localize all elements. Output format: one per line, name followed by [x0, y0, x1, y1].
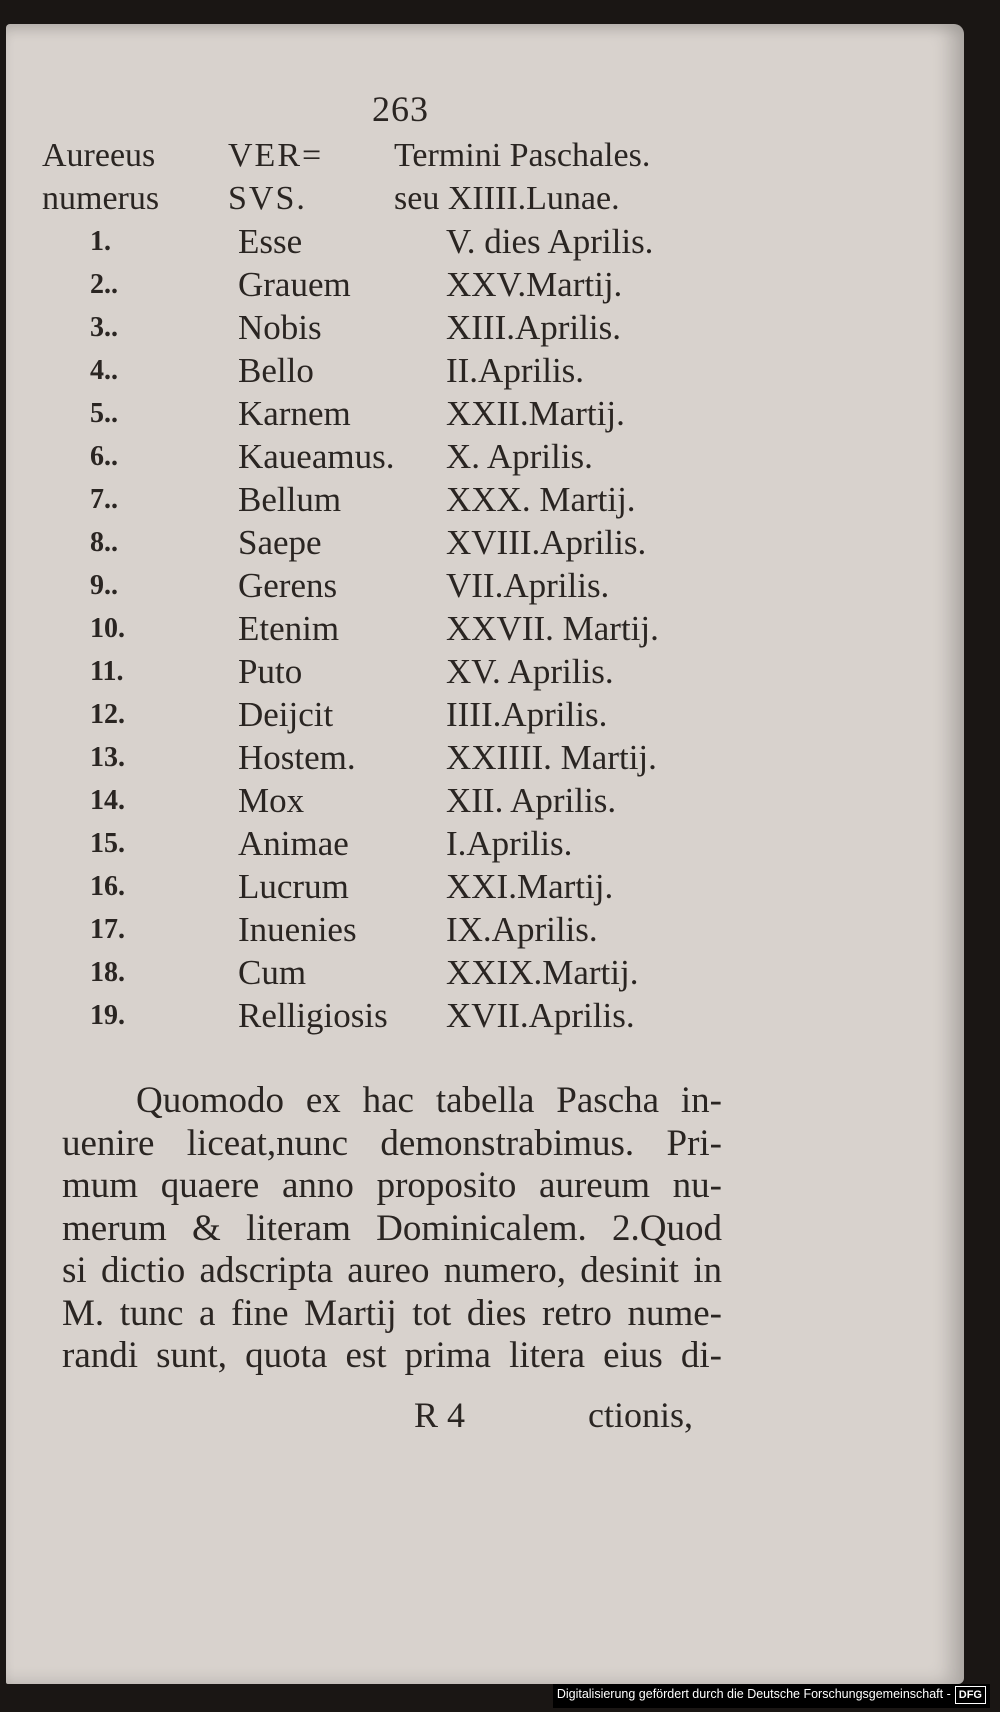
table-row — [42, 263, 742, 306]
golden-number: 5.. — [90, 398, 118, 429]
table-row — [42, 607, 742, 650]
table-header-row-1 — [42, 134, 742, 177]
dfg-logo-icon: DFG — [955, 1686, 986, 1704]
golden-number: 10. — [90, 613, 125, 644]
table-row — [42, 865, 742, 908]
verse-word: Grauem — [238, 265, 351, 304]
verse-word: Inuenies — [238, 910, 357, 949]
verse-word: Mox — [238, 781, 305, 820]
table-row — [42, 693, 742, 736]
table-row — [42, 349, 742, 392]
verse-word: Kaueamus. — [238, 437, 395, 476]
golden-number: 12. — [90, 699, 125, 730]
paschal-term: XXIX.Martij. — [446, 953, 639, 992]
paragraph-line: si dictio adscripta aureo numero, desinit in — [62, 1250, 722, 1291]
paschal-term: XII. Aprilis. — [446, 781, 617, 820]
paschal-term: IX.Aprilis. — [446, 910, 598, 949]
table-row — [42, 951, 742, 994]
verse-word: Karnem — [238, 394, 351, 433]
paragraph-line: Quomodo ex hac tabella Pascha in- — [136, 1080, 722, 1121]
verse-word: Etenim — [238, 609, 340, 648]
header-verse-2: SVS. — [228, 180, 307, 217]
verse-word: Nobis — [238, 308, 322, 347]
paschal-term: XIII.Aprilis. — [446, 308, 621, 347]
golden-number: 16. — [90, 871, 125, 902]
golden-number: 11. — [90, 656, 124, 687]
verse-word: Bellum — [238, 480, 342, 519]
golden-number: 19. — [90, 1000, 125, 1031]
body-paragraph — [62, 1080, 722, 1378]
paschal-term: XVIII.Aprilis. — [446, 523, 647, 562]
table-row — [42, 822, 742, 865]
header-golden-number-1: Aureeus — [42, 137, 156, 174]
verse-word: Relligiosis — [238, 996, 388, 1035]
catchword: ctionis, — [588, 1395, 693, 1435]
paschal-term: XXII.Martij. — [446, 394, 625, 433]
paragraph-line: randi sunt, quota est prima litera eius di- — [62, 1335, 722, 1376]
paschal-term: V. dies Aprilis. — [446, 222, 654, 261]
paschal-term: X. Aprilis. — [446, 437, 593, 476]
table-row — [42, 392, 742, 435]
paschal-term: XXIIII. Martij. — [446, 738, 657, 777]
header-paschal-terms-1: Termini Paschales. — [394, 137, 651, 174]
golden-number: 4.. — [90, 355, 118, 386]
golden-number: 15. — [90, 828, 125, 859]
table-row — [42, 908, 742, 951]
table-row — [42, 521, 742, 564]
golden-number: 13. — [90, 742, 125, 773]
paschal-term: XXX. Martij. — [446, 480, 636, 519]
golden-number: 3.. — [90, 312, 118, 343]
table-row — [42, 650, 742, 693]
golden-number: 7.. — [90, 484, 118, 515]
digitization-footer — [553, 1684, 990, 1708]
golden-number: 9.. — [90, 570, 118, 601]
paragraph-line: merum & literam Dominicalem. 2.Quod — [62, 1207, 722, 1249]
footer-text: Digitalisierung gefördert durch die Deutsche Forschungsgemeinschaft - — [556, 1687, 951, 1701]
golden-number: 6.. — [90, 441, 118, 472]
table-row — [42, 736, 742, 779]
verse-word: Hostem. — [238, 738, 356, 777]
golden-number: 18. — [90, 957, 125, 988]
golden-number: 14. — [90, 785, 125, 816]
verse-word: Animae — [238, 824, 349, 863]
table-row — [42, 435, 742, 478]
header-paschal-terms-2: seu XIIII.Lunae. — [394, 180, 620, 217]
paragraph-line: mum quaere anno proposito aureum nu- — [62, 1165, 722, 1206]
table-row — [42, 306, 742, 349]
golden-number: 1. — [90, 226, 111, 257]
verse-word: Saepe — [238, 523, 322, 562]
book-page — [6, 24, 964, 1684]
page-number: 263 — [372, 89, 429, 129]
verse-word: Esse — [238, 222, 303, 261]
signature-mark: R 4 — [414, 1395, 466, 1435]
verse-word: Bello — [238, 351, 314, 390]
table-header-row-2 — [42, 177, 742, 220]
easter-terms-table — [42, 134, 742, 1037]
verse-word: Gerens — [238, 566, 338, 605]
table-row — [42, 994, 742, 1037]
header-golden-number-2: numerus — [42, 180, 160, 217]
table-row — [42, 564, 742, 607]
verse-word: Puto — [238, 652, 303, 691]
paschal-term: II.Aprilis. — [446, 351, 585, 390]
paragraph-line: uenire liceat,nunc demonstrabimus. Pri- — [62, 1122, 722, 1164]
paschal-term: VII.Aprilis. — [446, 566, 610, 605]
paschal-term: I.Aprilis. — [446, 824, 573, 863]
paschal-term: XXI.Martij. — [446, 867, 614, 906]
table-row — [42, 220, 742, 263]
golden-number: 8.. — [90, 527, 118, 558]
verse-word: Lucrum — [238, 867, 349, 906]
table-row — [42, 779, 742, 822]
paschal-term: XXVII. Martij. — [446, 609, 659, 648]
paschal-term: XV. Aprilis. — [446, 652, 614, 691]
table-row — [42, 478, 742, 521]
paragraph-line: M. tunc a fine Martij tot dies retro nume- — [62, 1292, 722, 1334]
golden-number: 2.. — [90, 269, 118, 300]
header-verse-1: VER= — [228, 137, 324, 174]
verse-word: Deijcit — [238, 695, 334, 734]
paschal-term: IIII.Aprilis. — [446, 695, 608, 734]
verse-word: Cum — [238, 953, 307, 992]
golden-number: 17. — [90, 914, 125, 945]
paschal-term: XXV.Martij. — [446, 265, 623, 304]
paschal-term: XVII.Aprilis. — [446, 996, 635, 1035]
